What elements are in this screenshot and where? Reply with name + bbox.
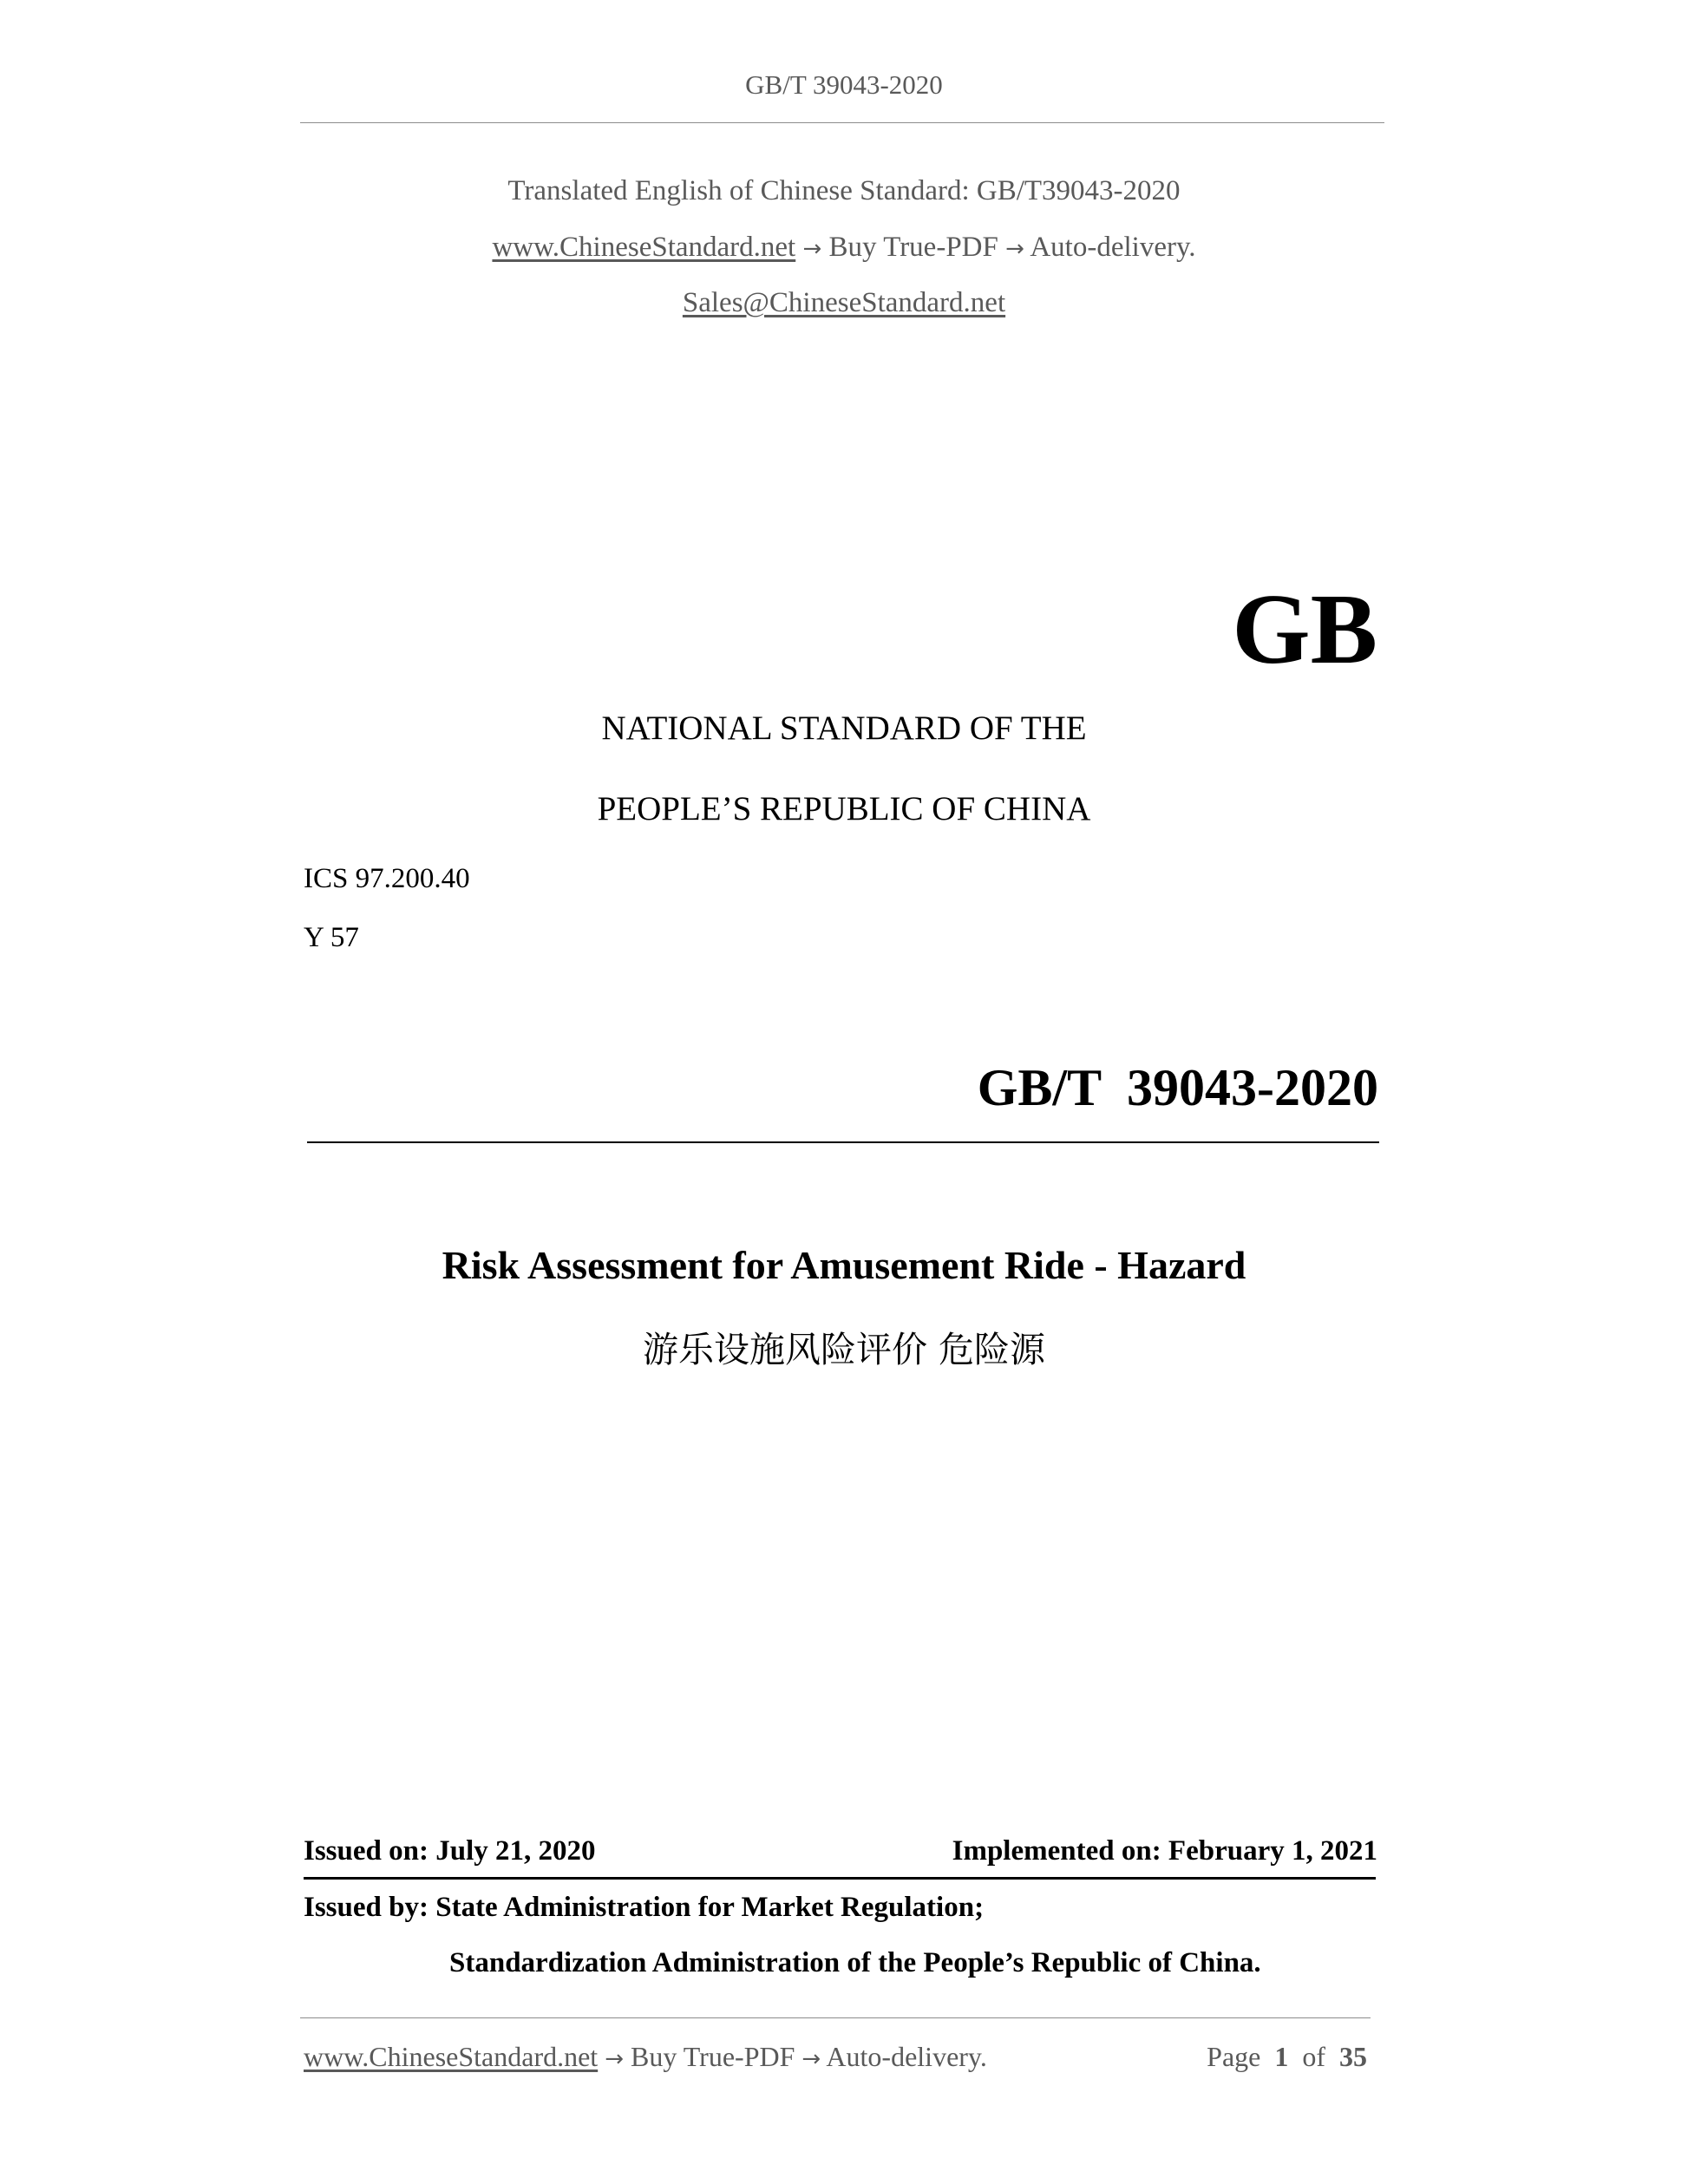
ics-code: ICS 97.200.40 (304, 863, 470, 894)
of-label: of (1302, 2041, 1325, 2072)
national-standard-line2: PEOPLE’S REPUBLIC OF CHINA (597, 790, 1091, 827)
classification-code: Y 57 (304, 922, 359, 953)
footer-buy-text: Buy True-PDF (630, 2041, 795, 2072)
arrow-right-icon: → (1005, 236, 1024, 262)
arrow-right-icon: → (605, 2046, 624, 2072)
header-delivery-text: Auto-delivery. (1030, 232, 1196, 263)
total-pages: 35 (1339, 2041, 1367, 2072)
standard-number: GB/T 39043-2020 (977, 1059, 1378, 1116)
issued-on-date: Issued on: July 21, 2020 (304, 1835, 596, 1867)
page-number: 1 (1274, 2041, 1289, 2072)
gb-mark: GB (1232, 574, 1377, 685)
footer-delivery-text: Auto-delivery. (826, 2041, 987, 2072)
arrow-right-icon: → (802, 236, 822, 262)
title-english: Risk Assessment for Amusement Ride - Hazard (442, 1243, 1246, 1287)
header-email-link[interactable]: Sales@ChineseStandard.net (682, 287, 1006, 318)
translation-note: Translated English of Chinese Standard: GB/T39043-2020 (507, 175, 1181, 206)
header-website-link[interactable]: www.ChineseStandard.net (492, 232, 796, 263)
issued-by-second: Standardization Administration of the People’s Republic of China. (449, 1947, 1261, 1978)
footer-divider (300, 2017, 1371, 2018)
standard-number-divider (307, 1141, 1379, 1143)
header-promo-line (0, 232, 1688, 264)
header-divider (300, 122, 1384, 123)
header-buy-text: Buy True-PDF (828, 232, 998, 263)
title-chinese: 游乐设施风险评价 危险源 (642, 1329, 1046, 1370)
header-doc-code: GB/T 39043-2020 (745, 69, 943, 100)
issued-by-first: Issued by: State Administration for Market Regulation; (304, 1892, 985, 1923)
arrow-right-icon: → (801, 2046, 821, 2072)
implemented-on-date: Implemented on: February 1, 2021 (952, 1835, 1377, 1867)
header-email-line (0, 287, 1688, 319)
dates-divider (304, 1877, 1376, 1880)
page-indicator (1207, 2041, 1367, 2073)
footer-promo-line (304, 2041, 987, 2073)
footer-website-link[interactable]: www.ChineseStandard.net (304, 2041, 599, 2072)
national-standard-line1: NATIONAL STANDARD OF THE (601, 709, 1087, 747)
page-label: Page (1207, 2041, 1261, 2072)
